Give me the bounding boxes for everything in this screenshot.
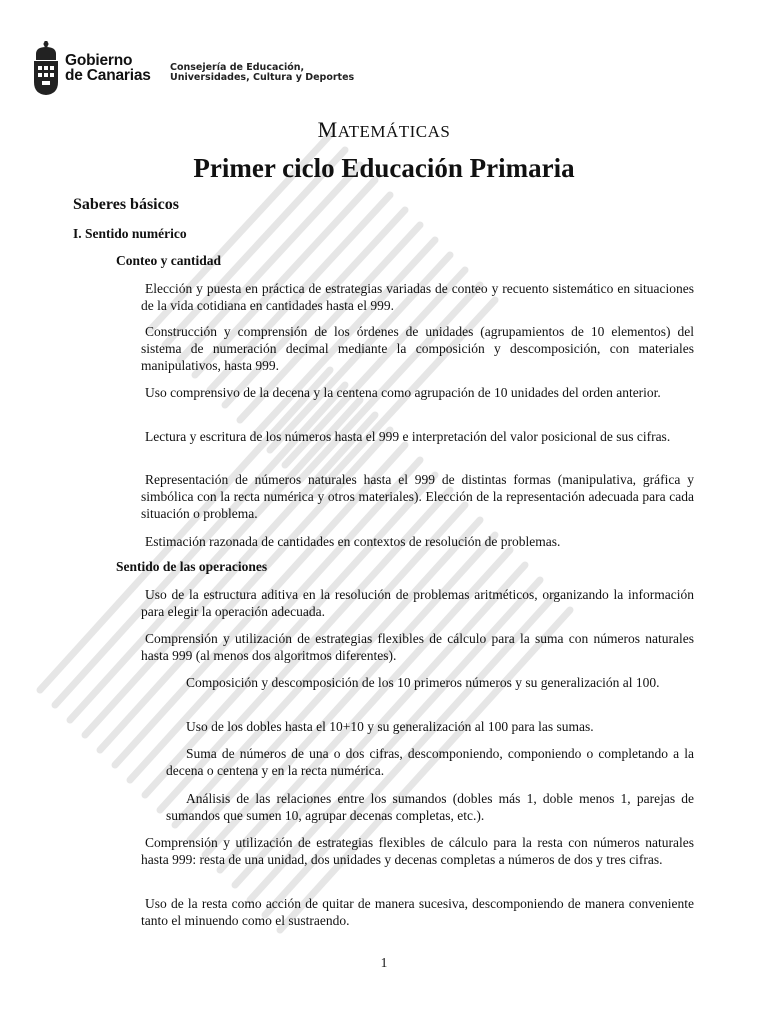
paragraph-text: Uso de los dobles hasta el 10+10 y su generalización al 100 para las sumas. [186,719,594,734]
sub-paragraph [166,745,694,779]
consejeria-line1: Consejería de Educación, [170,62,305,73]
paragraph-text: Análisis de las relaciones entre los sumandos (dobles más 1, doble menos 1, parejas de sumandos que sumen 10, agrupar decenas completas, etc.). [166,791,694,823]
gov-line2: de Canarias [65,67,151,84]
paragraph [141,533,694,550]
sub-paragraph [166,674,694,691]
coat-of-arms-icon [33,40,59,96]
sub-paragraph [166,718,694,735]
heading-sentido-numerico: I. Sentido numérico [73,226,187,241]
paragraph-text: Uso de la resta como acción de quitar de manera sucesiva, descomponiendo de manera conveniente tanto el minuendo como el sustraendo. [141,896,694,928]
paragraph [141,471,694,522]
page-number: 1 [380,955,388,970]
gov-line1: Gobierno [65,52,133,69]
subject-rest: ATEMÁTICAS [337,122,451,141]
heading-saberes: Saberes básicos [73,196,179,213]
paragraph [141,428,694,445]
paragraph [141,280,694,314]
paragraph [141,895,694,929]
paragraph-text: Lectura y escritura de los números hasta el 999 e interpretación del valor posicional de sus cifras. [145,429,671,444]
heading-operaciones: Sentido de las operaciones [116,559,268,574]
paragraph-text: Uso comprensivo de la decena y la centena como agrupación de 10 unidades del orden anterior. [145,385,661,400]
cycle-title: Primer ciclo Educación Primaria [193,153,575,183]
paragraph [141,586,694,620]
paragraph-text: Estimación razonada de cantidades en contextos de resolución de problemas. [145,534,561,549]
subject-initial: M [317,117,338,142]
paragraph [141,384,694,401]
paragraph-text: Elección y puesta en práctica de estrategias variadas de conteo y recuento sistemático en situaciones de la vida cotidiana en cantidades hasta el 999. [141,281,694,313]
paragraph-text: Representación de números naturales hasta el 999 de distintas formas (manipulativa, gráfica y simbólica con la recta numérica y otros materiales). Elección de la representación adecuada para cada situación o problema. [141,472,694,521]
paragraph [141,323,694,374]
paragraph-text: Construcción y comprensión de los órdenes de unidades (agrupamientos de 10 elementos) del sistema de numeración decimal mediante la composición y descomposición, con materiales manipulativos, hasta 999. [141,324,694,373]
gobierno-logo-text [65,53,151,83]
paragraph-text: Composición y descomposición de los 10 primeros números y su generalización al 100. [186,675,660,690]
paragraph [141,834,694,868]
paragraph-text: Comprensión y utilización de estrategias flexibles de cálculo para la suma con números naturales hasta 999 (al menos dos algoritmos diferentes). [141,631,694,663]
sub-paragraph [166,790,694,824]
heading-conteo: Conteo y cantidad [116,253,222,268]
paragraph-text: Suma de números de una o dos cifras, descomponiendo, componiendo o completando a la decena o centena y en la recta numérica. [166,746,694,778]
paragraph-text: Uso de la estructura aditiva en la resolución de problemas aritméticos, organizando la información para elegir la operación adecuada. [141,587,694,619]
subject-title [0,117,768,143]
paragraph [141,630,694,664]
consejeria-line2: Universidades, Cultura y Deportes [170,72,355,83]
consejeria-text [170,63,354,83]
paragraph-text: Comprensión y utilización de estrategias flexibles de cálculo para la resta con números naturales hasta 999: resta de una unidad, dos unidades y decenas completas a números de dos y tres cifras. [141,835,694,867]
